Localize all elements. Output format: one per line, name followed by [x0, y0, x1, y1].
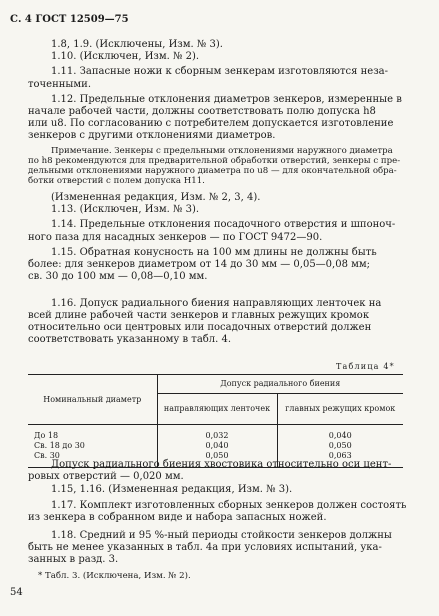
page-number: 54 [10, 587, 23, 598]
paragraph-1-15-line: св. 30 до 100 мм — 0,08—0,10 мм. [28, 271, 208, 282]
cell-guides: 0,050 [157, 451, 277, 468]
footnote: * Табл. 3. (Исключена, Изм. № 2). [38, 571, 191, 581]
paragraph-1-16-line: относительно оси центровых или посадочных отверстий должен [28, 322, 372, 333]
col-header-guides: направляющих ленточек [157, 394, 277, 425]
col-header-group: Допуск радиального биения [157, 375, 403, 394]
table-4 [28, 374, 403, 468]
table-row [28, 425, 403, 442]
page-header: С. 4 ГОСТ 12509—75 [10, 14, 129, 25]
col-header-diameter: Номинальный диаметр [28, 375, 157, 425]
cell-edges: 0,040 [277, 425, 403, 442]
paragraph-1-14-line: 1.14. Предельные отклонения посадочного отверстия и шпоноч- [51, 219, 396, 230]
cell-diameter: Св. 30 [28, 451, 157, 468]
paragraph-1-14-line: ного паза для насадных зенкеров — по ГОСТ 9472—90. [28, 232, 323, 243]
paragraph-1-18-line: занных в разд. 3. [28, 554, 119, 565]
paragraph-1-12-line: 1.12. Предельные отклонения диаметров зенкеров, измеренные в [51, 94, 402, 105]
paragraph-1-8: 1.8, 1.9. (Исключены, Изм. № 3). [51, 39, 223, 50]
cell-guides: 0,032 [157, 425, 277, 442]
paragraph-1-10: 1.10. (Исключен, Изм. № 2). [51, 51, 200, 62]
cell-diameter: До 18 [34, 431, 59, 440]
col-header-edges: главных режущих кромок [277, 394, 403, 425]
paragraph-1-13: 1.13. (Исключен, Изм. № 3). [51, 204, 200, 215]
cell-diameter: Св. 18 до 30 [34, 441, 85, 450]
note-line: Примечание. Зенкеры с предельными отклонениями наружного диаметра [51, 146, 393, 156]
note-line: ботки отверстий с полем допуска H11. [28, 176, 205, 186]
runout-line: ровых отверстий — 0,020 мм. [28, 471, 184, 482]
paragraph-1-12-line: начале рабочей части, должны соответствовать полю допуска h8 [28, 106, 376, 117]
amendment-note: (Измененная редакция, Изм. № 2, 3, 4). [51, 192, 261, 203]
paragraph-1-15-line: 1.15. Обратная конусность на 100 мм длины не должны быть [51, 247, 377, 258]
paragraph-1-11-line: 1.11. Запасные ножи к сборным зенкерам изготовляются неза- [51, 66, 388, 77]
cell-guides: 0,040 [157, 441, 277, 451]
paragraph-1-18-line: быть не менее указанных в табл. 4а при условиях испытаний, ука- [28, 542, 382, 553]
paragraph-1-17-line: 1.17. Комплект изготовленных сборных зенкеров должен состоять [51, 500, 407, 511]
cell-edges: 0,050 [277, 441, 403, 451]
paragraph-1-18-line: 1.18. Средний и 95 %-ный периоды стойкости зенкеров должны [51, 530, 392, 541]
paragraph-1-16-line: всей длине рабочей части зенкеров и главных режущих кромок [28, 310, 370, 321]
amendment-note: 1.15, 1.16. (Измененная редакция, Изм. № 3). [51, 484, 293, 495]
note-line: по h8 рекомендуются для предварительной обработки отверстий, зенкеры с пре- [28, 156, 401, 166]
paragraph-1-17-line: из зенкера в собранном виде и набора запасных ножей. [28, 512, 327, 523]
runout-line: Допуск радиального биения хвостовика относительно оси цент- [51, 459, 392, 470]
paragraph-1-11-line: точенными. [28, 79, 91, 90]
table-caption: Таблица 4* [336, 362, 395, 371]
paragraph-1-16-line: 1.16. Допуск радиального биения направляющих ленточек на [51, 298, 382, 309]
table-row [28, 441, 403, 451]
cell-edges: 0,063 [277, 451, 403, 468]
paragraph-1-12-line: или u8. По согласованию с потребителем допускается изготовление [28, 118, 394, 129]
paragraph-1-16-line: соответствовать указанному в табл. 4. [28, 334, 232, 345]
paragraph-1-15-line: более: для зенкеров диаметром от 14 до 30 мм — 0,05—0,08 мм; [28, 259, 371, 270]
note-line: дельными отклонениями наружного диаметра по u8 — для окончательной обра- [28, 166, 397, 176]
paragraph-1-12-line: зенкеров с другими отклонениями диаметров. [28, 130, 276, 141]
